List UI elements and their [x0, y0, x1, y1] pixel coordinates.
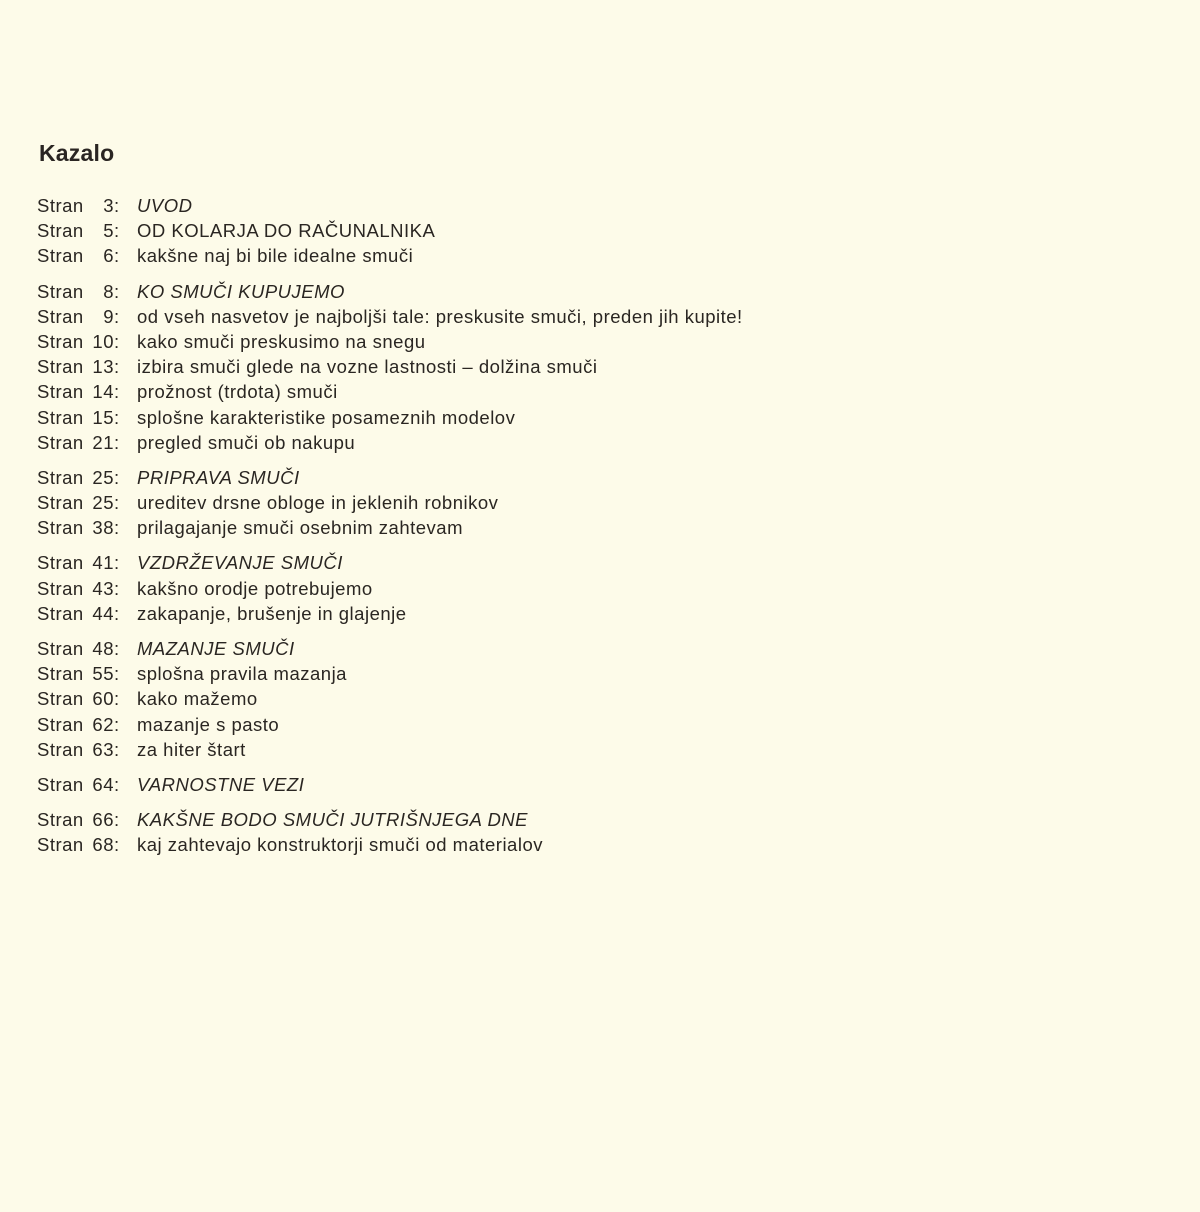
toc-entry	[37, 661, 1157, 686]
entry-title: kako smuči preskusimo na snegu	[137, 330, 426, 352]
entry-title: izbira smuči glede na vozne lastnosti – dolžina smuči	[137, 356, 598, 378]
section-title: VARNOSTNE VEZI	[137, 773, 305, 795]
separator: :	[114, 552, 120, 574]
separator: :	[114, 738, 120, 760]
entry-title: splošne karakteristike posameznih modelov	[137, 406, 516, 428]
toc-entry	[37, 712, 1157, 737]
page-number: 15	[92, 406, 114, 428]
toc-section-entry	[37, 550, 1157, 575]
page-prefix: Stran	[37, 638, 84, 659]
page-number: 66	[92, 809, 114, 831]
entry-title: mazanje s pasto	[137, 713, 280, 735]
page-prefix: Stran	[37, 773, 84, 795]
table-of-contents	[37, 193, 1157, 868]
separator: :	[114, 602, 120, 624]
separator: :	[114, 305, 120, 327]
page-number: 25	[92, 466, 114, 488]
page-prefix: Stran	[37, 280, 84, 302]
separator: :	[114, 638, 120, 659]
toc-entry	[37, 832, 1157, 857]
toc-entry	[37, 601, 1157, 626]
toc-group	[37, 465, 1157, 541]
toc-group	[37, 193, 1157, 269]
separator: :	[114, 406, 120, 428]
section-title: KAKŠNE BODO SMUČI JUTRIŠNJEGA DNE	[137, 809, 529, 831]
page-prefix: Stran	[37, 809, 84, 831]
page-prefix: Stran	[37, 195, 84, 216]
toc-entry	[37, 243, 1157, 268]
toc-group	[37, 550, 1157, 626]
page-number: 55	[92, 663, 114, 685]
entry-title: prožnost (trdota) smuči	[137, 381, 338, 403]
page-number: 6	[103, 245, 114, 267]
separator: :	[114, 245, 120, 267]
toc-group	[37, 772, 1157, 797]
section-title: UVOD	[137, 195, 193, 216]
entry-title: kaj zahtevajo konstruktorji smuči od materialov	[137, 834, 543, 856]
separator: :	[114, 431, 120, 453]
separator: :	[114, 492, 120, 514]
separator: :	[114, 773, 120, 795]
page-prefix: Stran	[37, 834, 84, 856]
entry-title: splošna pravila mazanja	[137, 663, 347, 685]
toc-section-entry	[37, 636, 1157, 661]
page-prefix: Stran	[37, 406, 84, 428]
page-prefix: Stran	[37, 381, 84, 403]
page-number: 3	[103, 195, 114, 216]
toc-group	[37, 636, 1157, 762]
toc-group	[37, 279, 1157, 455]
toc-entry	[37, 329, 1157, 354]
separator: :	[114, 577, 120, 599]
separator: :	[114, 195, 120, 216]
separator: :	[114, 809, 120, 831]
separator: :	[114, 356, 120, 378]
toc-entry	[37, 737, 1157, 762]
page-prefix: Stran	[37, 738, 84, 760]
page-prefix: Stran	[37, 602, 84, 624]
entry-title: kakšne naj bi bile idealne smuči	[137, 245, 414, 267]
separator: :	[114, 466, 120, 488]
page-title: Kazalo	[39, 140, 115, 166]
entry-title: ureditev drsne obloge in jeklenih robnikov	[137, 492, 499, 514]
entry-title: OD KOLARJA DO RAČUNALNIKA	[137, 220, 436, 242]
separator: :	[114, 663, 120, 685]
page-prefix: Stran	[37, 552, 84, 574]
toc-entry	[37, 430, 1157, 455]
section-title: KO SMUČI KUPUJEMO	[137, 280, 345, 302]
toc-section-entry	[37, 279, 1157, 304]
separator: :	[114, 713, 120, 735]
entry-title: za hiter štart	[137, 738, 246, 760]
separator: :	[114, 220, 120, 242]
toc-section-entry	[37, 193, 1157, 218]
page-prefix: Stran	[37, 330, 84, 352]
page-number: 41	[92, 552, 114, 574]
toc-entry	[37, 490, 1157, 515]
page-number: 48	[92, 638, 114, 659]
section-title: PRIPRAVA SMUČI	[137, 466, 300, 488]
toc-entry	[37, 218, 1157, 243]
page-number: 10	[92, 330, 114, 352]
entry-title: zakapanje, brušenje in glajenje	[137, 602, 407, 624]
toc-entry	[37, 576, 1157, 601]
toc-entry	[37, 354, 1157, 379]
page-prefix: Stran	[37, 577, 84, 599]
toc-entry	[37, 686, 1157, 711]
separator: :	[114, 280, 120, 302]
toc-entry	[37, 304, 1157, 329]
separator: :	[114, 330, 120, 352]
page-prefix: Stran	[37, 220, 84, 242]
page-number: 44	[92, 602, 114, 624]
toc-entry	[37, 405, 1157, 430]
page-number: 38	[92, 517, 114, 539]
page-prefix: Stran	[37, 517, 84, 539]
page-number: 8	[103, 280, 114, 302]
page-prefix: Stran	[37, 492, 84, 514]
page-prefix: Stran	[37, 466, 84, 488]
entry-title: kakšno orodje potrebujemo	[137, 577, 373, 599]
page-number: 43	[92, 577, 114, 599]
toc-section-entry	[37, 465, 1157, 490]
page-number: 64	[92, 773, 114, 795]
page-prefix: Stran	[37, 431, 84, 453]
toc-entry	[37, 379, 1157, 404]
section-title: MAZANJE SMUČI	[137, 638, 295, 659]
entry-title: pregled smuči ob nakupu	[137, 431, 356, 453]
page-prefix: Stran	[37, 663, 84, 685]
page-prefix: Stran	[37, 356, 84, 378]
toc-entry	[37, 515, 1157, 540]
page-number: 25	[92, 492, 114, 514]
page-number: 9	[103, 305, 114, 327]
toc-group	[37, 807, 1157, 857]
page-number: 63	[92, 738, 114, 760]
page-prefix: Stran	[37, 713, 84, 735]
section-title: VZDRŽEVANJE SMUČI	[137, 552, 343, 574]
separator: :	[114, 688, 120, 710]
entry-title: kako mažemo	[137, 688, 258, 710]
separator: :	[114, 517, 120, 539]
page-number: 13	[92, 356, 114, 378]
toc-section-entry	[37, 772, 1157, 797]
entry-title: od vseh nasvetov je najboljši tale: preskusite smuči, preden jih kupite!	[137, 305, 743, 327]
page-number: 21	[92, 431, 114, 453]
page-number: 5	[103, 220, 114, 242]
page-number: 60	[92, 688, 114, 710]
entry-title: prilagajanje smuči osebnim zahtevam	[137, 517, 463, 539]
page-number: 62	[92, 713, 114, 735]
page-prefix: Stran	[37, 305, 84, 327]
page-prefix: Stran	[37, 245, 84, 267]
separator: :	[114, 834, 120, 856]
page-number: 14	[92, 381, 114, 403]
page-prefix: Stran	[37, 688, 84, 710]
separator: :	[114, 381, 120, 403]
toc-section-entry	[37, 807, 1157, 832]
page-number: 68	[92, 834, 114, 856]
